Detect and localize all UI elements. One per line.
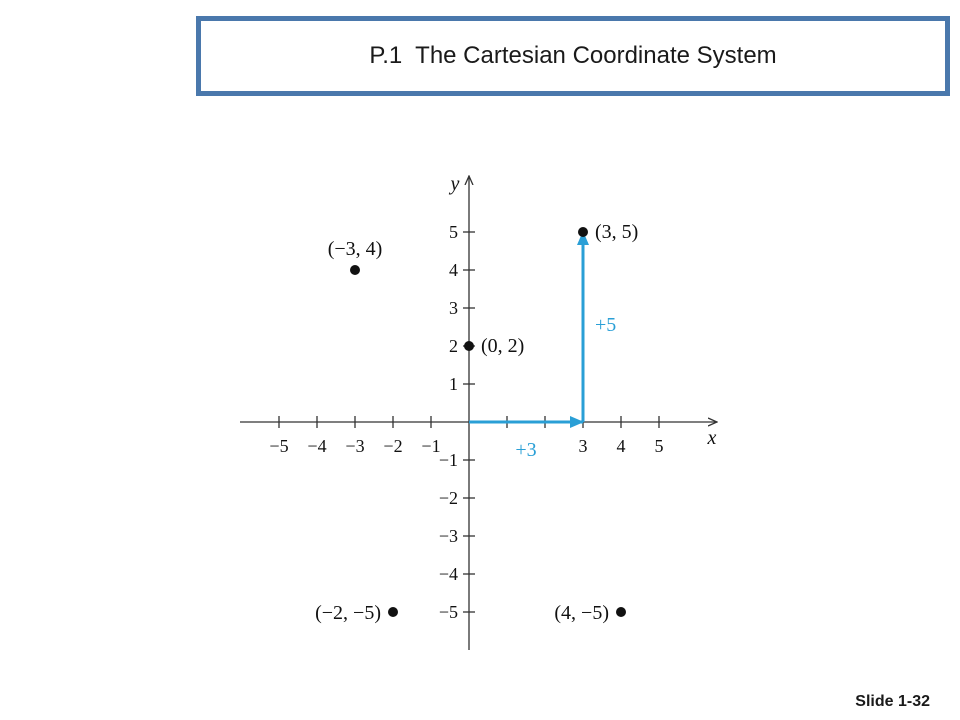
y-axis-label: y <box>450 173 460 195</box>
y-tick-label: 3 <box>449 298 458 318</box>
plotted-point <box>350 265 360 275</box>
y-tick-label: 1 <box>449 374 458 394</box>
y-tick-label: −2 <box>438 488 458 508</box>
displacement-label: +3 <box>515 439 537 461</box>
x-tick-label: −3 <box>345 436 365 456</box>
y-tick-label: −4 <box>438 564 458 584</box>
point-label: (3, 5) <box>595 221 639 243</box>
plotted-point <box>464 341 474 351</box>
point-label: (−3, 4) <box>327 238 383 260</box>
point-label: (−2, −5) <box>315 602 381 624</box>
y-tick-label: −3 <box>438 526 458 546</box>
x-tick-label: −1 <box>421 436 441 456</box>
y-tick-label: −1 <box>438 450 458 470</box>
slide-title: P.1 The Cartesian Coordinate System <box>369 42 777 69</box>
plotted-point <box>578 227 588 237</box>
x-tick-label: −4 <box>307 436 327 456</box>
point-label: (4, −5) <box>554 602 609 624</box>
plotted-point <box>616 607 626 617</box>
y-tick-label: 4 <box>449 260 458 280</box>
point-label: (0, 2) <box>481 335 525 357</box>
x-tick-label: −5 <box>269 436 289 456</box>
x-tick-label: 4 <box>616 436 626 456</box>
plotted-point <box>388 607 398 617</box>
x-tick-label: −2 <box>383 436 403 456</box>
slide-number: Slide 1-32 <box>855 693 930 710</box>
y-tick-label: −5 <box>438 602 458 622</box>
x-tick-label: 3 <box>578 436 588 456</box>
displacement-label: +5 <box>595 314 617 336</box>
x-axis-label: x <box>707 427 717 449</box>
y-tick-label: 5 <box>449 222 458 242</box>
x-tick-label: 5 <box>654 436 664 456</box>
y-tick-label: 2 <box>449 336 458 356</box>
